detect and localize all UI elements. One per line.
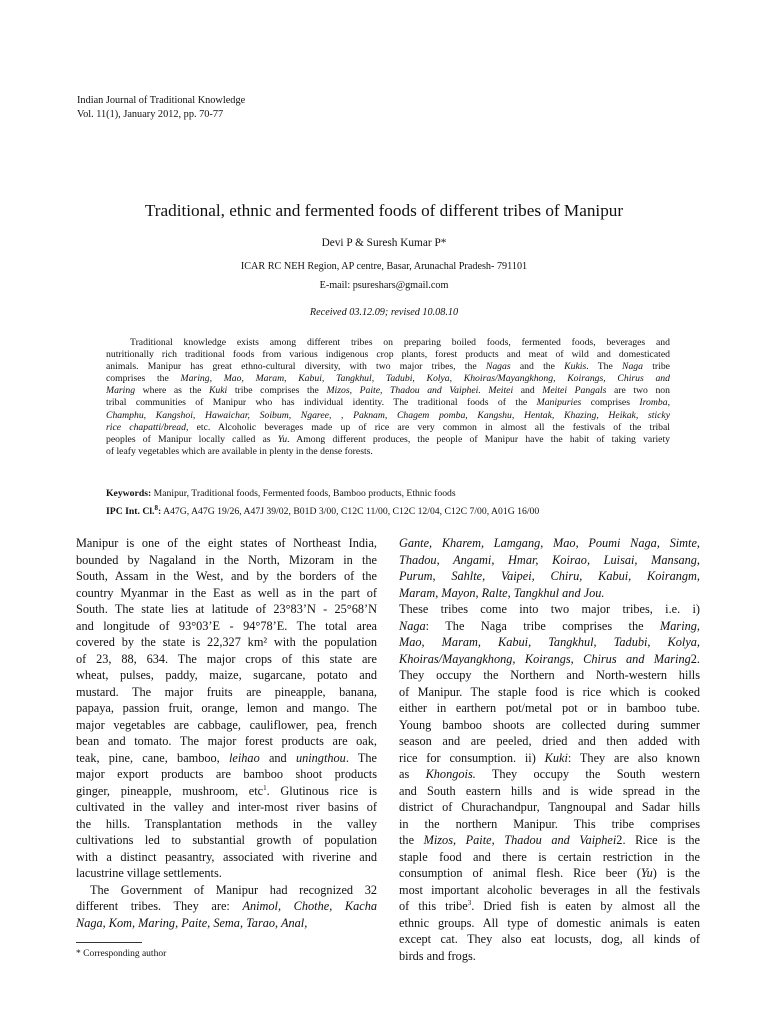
body-text-line: the hills. Transplantation methods in the valley bbox=[76, 816, 377, 831]
body-text-line: country Myanmar in the East as well as in the part of bbox=[76, 585, 377, 600]
body-text-line: birds and frogs. bbox=[399, 948, 476, 963]
body-text-line: covered by the state is 22,327 km² with the population bbox=[76, 635, 377, 649]
ipc-line bbox=[106, 503, 670, 517]
body-text-line: South, Assam in the West, and by the borders of the bbox=[76, 569, 377, 583]
article-title: Traditional, ethnic and fermented foods of different tribes of Manipur bbox=[144, 201, 624, 220]
footnote: * Corresponding author bbox=[76, 949, 167, 959]
body-text-line: ethnic groups. All type of domestic animals is eaten bbox=[399, 915, 700, 930]
keywords-line bbox=[106, 488, 670, 499]
keywords-text: Manipur, Traditional foods, Fermented foods, Bamboo products, Ethnic foods bbox=[153, 488, 456, 499]
body-text-line: cultivations led to substantial growth of population bbox=[76, 833, 377, 847]
abstract-line: Champhu, Kangshoi, Hawaichar, Soibum, Ngaree, , Paknam, Chagem pomba, Kangshu, Hentak, Khazing, Heikak, sticky bbox=[106, 409, 670, 421]
body-text-line: Naga: The Naga tribe comprises the Maring, bbox=[399, 618, 700, 633]
email-label: E-mail: bbox=[319, 280, 351, 291]
body-text-line: the Mizos, Paite, Thadou and Vaiphei2. Rice is the bbox=[399, 833, 700, 847]
journal-volume: Vol. 11(1), January 2012, pp. 70-77 bbox=[77, 108, 224, 120]
body-text-line: wheat, pulses, paddy, maize, sugarcane, potato and bbox=[76, 668, 377, 682]
body-text-line: different tribes. They are: Animol, Chothe, Kacha bbox=[76, 899, 377, 913]
keywords-label: Keywords: bbox=[106, 488, 152, 499]
abstract-line: nutritionally rich traditional foods from various indigenous crop plants, forest products and meat of wild and domesticated bbox=[106, 349, 670, 361]
body-text-line: major export products are bamboo shoot products bbox=[76, 767, 377, 781]
body-text-line: Mao, Maram, Kabui, Tangkhul, Tadubi, Kolya, bbox=[399, 635, 700, 649]
body-text-line: as Khongois. They occupy the South western bbox=[399, 767, 700, 781]
body-text-line: most important alcoholic beverages in all the festivals bbox=[399, 882, 700, 897]
body-text-line: mustard. The major fruits are pineapple, banana, bbox=[76, 684, 377, 699]
abstract-line: of leafy vegetables which are available in plenty in the dense forests. bbox=[106, 445, 373, 457]
body-text-line: district of Churachandpur, Tangnoupal and Sadar hills bbox=[399, 800, 700, 814]
body-text-line: ginger, pineapple, mushroom, etc$^1$. Glutinous rice is bbox=[76, 783, 378, 798]
body-text-line: Purum, Sahlte, Vaipei, Chiru, Kabui, Koirangm, bbox=[399, 569, 700, 583]
body-text-line: Khoiras/Mayangkhong, Koirangs, Chirus and Maring2. bbox=[399, 651, 700, 666]
body-text-line: papaya, passion fruit, orange, lemon and mango. The bbox=[76, 701, 377, 715]
article-authors: Devi P & Suresh Kumar P* bbox=[321, 237, 447, 249]
body-text-line: Young bamboo shoots are collected during summer bbox=[399, 717, 700, 732]
body-text-line: rice for consumption. ii) Kuki: They are also known bbox=[399, 750, 700, 765]
body-text-line: Gante, Kharem, Lamgang, Mao, Poumi Naga, Simte, bbox=[399, 536, 700, 550]
abstract-line: Traditional knowledge exists among different tribes on preparing boiled foods, fermented foods, beverages and bbox=[130, 337, 670, 348]
body-text-line: teak, pine, cane, bamboo, leihao and uningthou. The bbox=[76, 750, 378, 765]
email-address: psureshars@gmail.com bbox=[352, 280, 449, 291]
abstract-line: rice chapatti/bread, etc. Alcoholic beverages made up of rice are very common in almost all the festivals of the tribal bbox=[106, 421, 670, 433]
abstract-line: animals. Manipur has great ethno-cultural diversity, with two major tribes, the Nagas and the Kukis. The Naga tribe bbox=[106, 361, 670, 373]
body-text-line: Maram, Mayon, Ralte, Tangkhul and Jou. bbox=[399, 585, 605, 600]
body-text-line: cultivated in the valley and inter-most river basins of bbox=[76, 800, 377, 814]
abstract-line: comprises the Maring, Mao, Maram, Kabui, Tangkhul, Tadubi, Kolya, Khoiras/Mayangkhong, Koirangs, Chirus and bbox=[106, 373, 670, 385]
body-text-line: Manipur is one of the eight states of Northeast India, bbox=[76, 536, 377, 550]
body-text-line: They occupy the Northern and North-western hills bbox=[399, 668, 700, 682]
ipc-codes: A47G, A47G 19/26, A47J 39/02, B01D 3/00, C12C 11/00, C12C 12/04, C12C 7/00, A01G 16/00 bbox=[163, 506, 540, 517]
body-text-line: of Manipur. The staple food is rice which is cooked bbox=[399, 684, 700, 699]
body-text-line: with a distinct peasantry, associated with riverine and bbox=[76, 849, 377, 864]
body-text-line: in the northern Manipur. This tribe comprises bbox=[399, 816, 700, 831]
abstract bbox=[106, 337, 670, 458]
abstract-line: Maring where as the Kuki tribe comprises the Mizos, Paite, Thadou and Vaiphei. Meitei and Meitei Pangals are two non bbox=[106, 385, 670, 397]
body-text-line: These tribes come into two major tribes, i.e. i) bbox=[399, 602, 700, 616]
body-text-line: South. The state lies at latitude of 23°83’N - 25°68’N bbox=[76, 602, 377, 616]
ipc-label: IPC Int. Cl.$^8$: bbox=[106, 503, 162, 517]
author-affiliation: ICAR RC NEH Region, AP centre, Basar, Arunachal Pradesh- 791101 bbox=[240, 261, 528, 272]
body-text-line: bean and tomato. The major forest products are oak, bbox=[76, 734, 377, 748]
received-dates: Received 03.12.09; revised 10.08.10 bbox=[309, 307, 459, 318]
body-text-line: Naga, Kom, Maring, Paite, Sema, Tarao, Anal, bbox=[76, 915, 308, 930]
abstract-line: tribal communities of Manipur who has individual identity. The traditional foods of the Manipuries comprises Iromba, bbox=[106, 397, 670, 409]
abstract-line: peoples of Manipur locally called as Yu. Among different produces, the people of Manipur have the habit of taking variety bbox=[106, 433, 670, 445]
body-text-line: and longitude of 93°03’E - 94°78’E. The total area bbox=[76, 618, 377, 633]
body-text-line: except cat. They also eat locusts, dog, all kinds of bbox=[399, 932, 700, 946]
body-text-line: consumption of animal flesh. Rice beer (Yu) is the bbox=[399, 866, 701, 880]
body-text-line: major vegetables are cabbage, cauliflower, pea, french bbox=[76, 717, 377, 732]
body-text-line: either in earthern pot/metal pot or in bamboo tube. bbox=[399, 701, 700, 715]
body-text-line: Thadou, Angami, Hmar, Koirao, Luisai, Mansang, bbox=[399, 552, 700, 567]
body-text-line: season and are peeled, dried and then added with bbox=[399, 734, 700, 748]
body-text-line: and South eastern hills and is wide spread in the bbox=[399, 783, 700, 798]
body-text-line: bounded by Nagaland in the North, Mizoram in the bbox=[76, 552, 377, 567]
body-text-line: of 23, 88, 634. The major crops of this state are bbox=[76, 651, 377, 666]
body-text-line: of this tribe$^3$. Dried fish is eaten by almost all the bbox=[399, 898, 700, 913]
body-text-line: lacustrine village settlements. bbox=[76, 866, 222, 880]
journal-header bbox=[77, 94, 245, 121]
author-email-line bbox=[0, 280, 768, 291]
body-text-line: staple food and there is certain restriction in the bbox=[399, 849, 700, 864]
body-column-right bbox=[399, 535, 700, 964]
body-column-left bbox=[76, 535, 377, 931]
footnote-rule bbox=[76, 942, 142, 943]
body-text-line: The Government of Manipur had recognized 32 bbox=[90, 882, 377, 897]
journal-name: Indian Journal of Traditional Knowledge bbox=[77, 95, 246, 106]
